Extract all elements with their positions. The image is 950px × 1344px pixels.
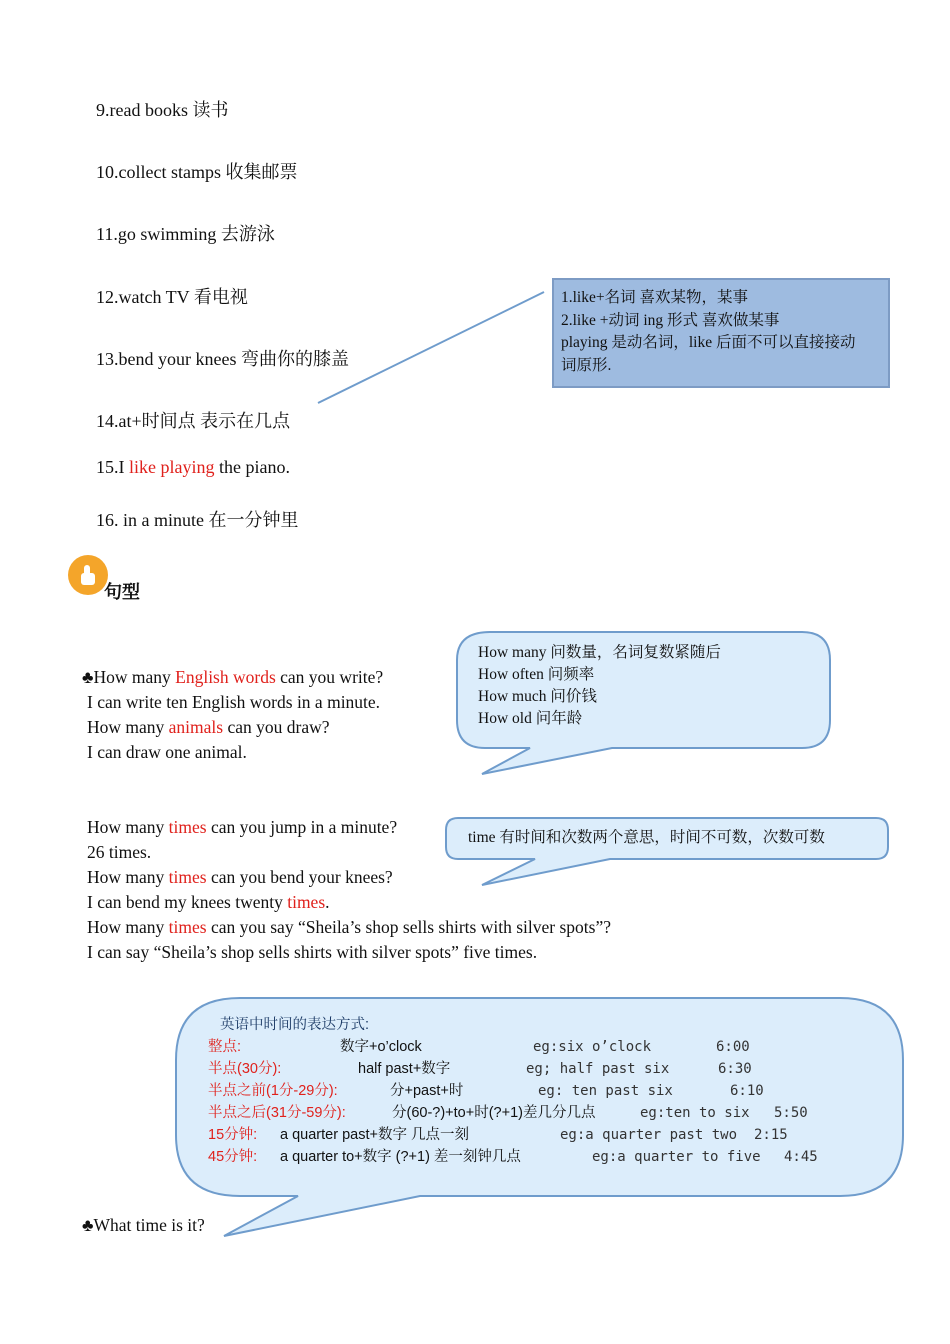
g2-a2-highlight: times: [287, 892, 326, 912]
time-row-time: 4:45: [784, 1149, 818, 1165]
g2-q2-post: can you bend your knees?: [206, 867, 393, 887]
g2-q2-highlight: times: [168, 867, 207, 887]
sentence-group-1: [82, 665, 383, 765]
g2-answer-3: I can say “Sheila’s shop sells shirts with silver spots” five times.: [87, 942, 538, 962]
time-row-rule: a quarter to+数字 (?+1) 差一刻钟几点: [280, 1149, 521, 1165]
g1-question-2: [82, 715, 383, 740]
time-row-label: 15分钟:: [208, 1127, 258, 1143]
g1-q1-pre: ♣How many: [82, 667, 176, 687]
final-question: ♣What time is it?: [82, 1215, 205, 1235]
vocab-item-10: 10.collect stamps 收集邮票: [96, 162, 298, 182]
g1-q2-pre: How many: [87, 717, 169, 737]
time-row-time: 6:30: [718, 1061, 752, 1077]
time-row-label: 半点之后(31分-59分):: [208, 1105, 346, 1121]
g1-q2-post: can you draw?: [223, 717, 330, 737]
g2-q3-post: can you say “Sheila’s shop sells shirts with silver spots”?: [206, 917, 611, 937]
vocab-15-highlight: like playing: [129, 457, 215, 477]
g2-q3-pre: How many: [87, 917, 169, 937]
g2-question-3: [87, 915, 611, 940]
time-row-time: 5:50: [774, 1105, 808, 1121]
time-row-rule: 分(60-?)+to+时(?+1)差几分几点: [392, 1105, 596, 1121]
g2-q1-post: can you jump in a minute?: [206, 817, 398, 837]
g1-q1-post: can you write?: [275, 667, 384, 687]
howmany-note-line-2: How often 问频率: [478, 666, 595, 683]
vocab-item-12: 12.watch TV 看电视: [96, 287, 248, 307]
g1-question-1: [82, 665, 383, 690]
g2-a2-pre: I can bend my knees twenty: [87, 892, 288, 912]
g2-q3-highlight: times: [168, 917, 207, 937]
vocab-item-14: 14.at+时间点 表示在几点: [96, 411, 291, 431]
g2-q2-pre: How many: [87, 867, 169, 887]
vocab-item-11: 11.go swimming 去游泳: [96, 224, 275, 244]
g1-q2-highlight: animals: [168, 717, 224, 737]
like-note-line-3: playing 是动名词，like 后面不可以直接接动: [561, 334, 856, 351]
vocab-15-pre: 15.I: [96, 457, 129, 477]
howmany-note-line-4: How old 问年龄: [478, 710, 583, 727]
g1-q1-highlight: English words: [175, 667, 276, 687]
g2-q1-highlight: times: [168, 817, 207, 837]
time-row-time: 2:15: [754, 1127, 788, 1143]
g1-answer-2: I can draw one animal.: [87, 742, 247, 762]
g2-answer-2: [87, 890, 611, 915]
time-note-heading: 英语中时间的表达方式:: [220, 1017, 370, 1033]
vocab-item-9: 9.read books 读书: [96, 100, 229, 120]
connector-line: [318, 292, 544, 403]
howmany-note-line-1: How many 问数量，名词复数紧随后: [478, 644, 721, 661]
time-row-time: 6:00: [716, 1039, 750, 1055]
time-row-time: 6:10: [730, 1083, 764, 1099]
time-row-rule: 数字+o’clock: [340, 1039, 422, 1055]
like-note-box: [552, 278, 890, 388]
time-row-example: eg:ten to six: [640, 1105, 750, 1121]
like-note-line-4: 词原形.: [561, 356, 612, 374]
g1-answer-1: I can write ten English words in a minute.: [87, 692, 381, 712]
time-row-rule: half past+数字: [358, 1061, 451, 1077]
time-row-label: 整点:: [208, 1039, 242, 1055]
g2-q1-pre: How many: [87, 817, 169, 837]
time-row-label: 半点之前(1分-29分):: [208, 1083, 338, 1099]
time-row-example: eg: ten past six: [538, 1083, 673, 1099]
time-row-example: eg:a quarter to five: [592, 1149, 761, 1165]
g2-answer-1: 26 times.: [87, 842, 152, 862]
times-note: time 有时间和次数两个意思，时间不可数，次数可数: [468, 829, 825, 846]
time-row-example: eg:a quarter past two: [560, 1127, 738, 1143]
time-row-rule: 分+past+时: [390, 1083, 464, 1099]
section-title: 句型: [104, 582, 140, 602]
howmany-note: [478, 642, 721, 730]
time-row-example: eg; half past six: [526, 1061, 670, 1077]
time-row-label: 45分钟:: [208, 1149, 258, 1165]
g2-question-2: [87, 865, 611, 890]
vocab-item-16: 16. in a minute 在一分钟里: [96, 510, 299, 530]
time-row-example: eg:six o’clock: [533, 1039, 652, 1055]
g2-a2-post: .: [325, 892, 330, 912]
time-row-rule: a quarter past+数字 几点一刻: [280, 1127, 469, 1143]
like-note-line-1: 1.like+名词 喜欢某物，某事: [561, 289, 748, 306]
pointer-icon: [68, 555, 108, 595]
like-note-line-2: 2.like +动词 ing 形式 喜欢做某事: [561, 311, 780, 329]
vocab-item-13: 13.bend your knees 弯曲你的膝盖: [96, 349, 349, 369]
howmany-note-line-3: How much 问价钱: [478, 688, 597, 705]
time-row-label: 半点(30分):: [208, 1061, 282, 1077]
vocab-15-post: the piano.: [214, 457, 290, 477]
